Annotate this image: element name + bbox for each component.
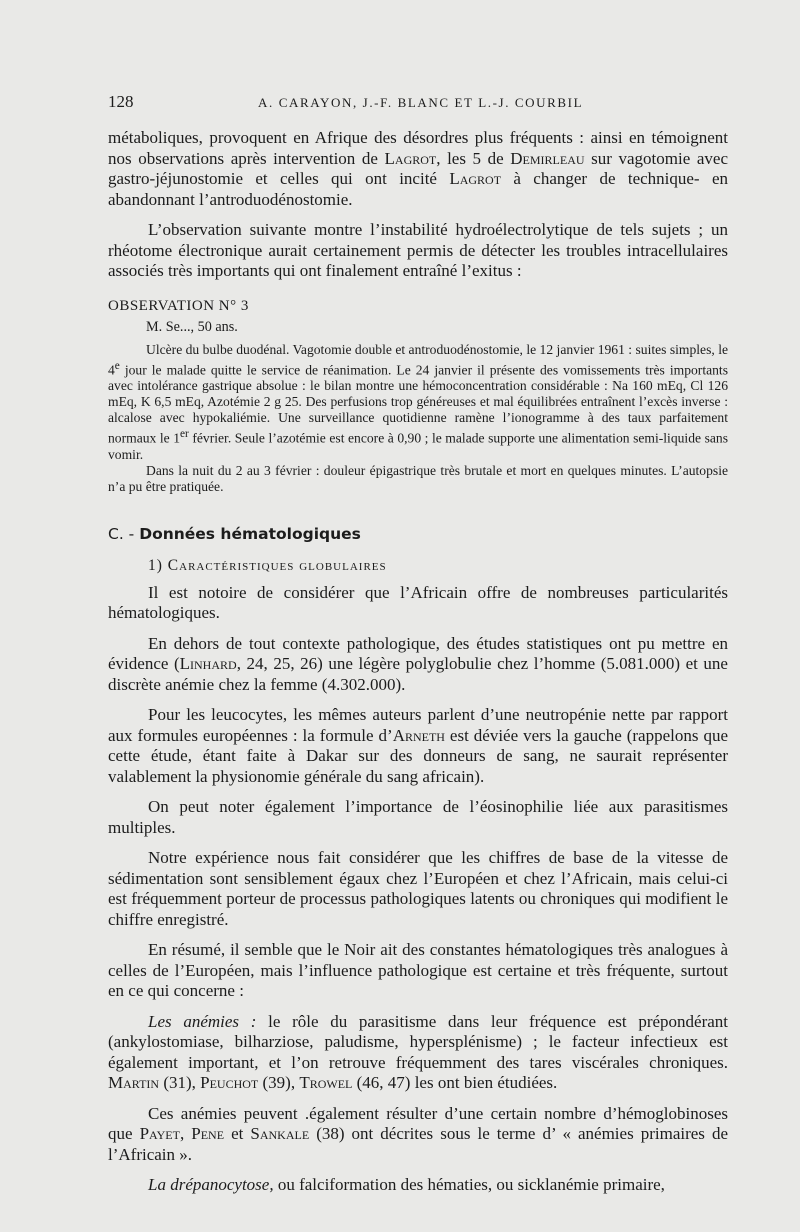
paragraph-particularities: Il est notoire de considérer que l’Africain offre de nombreuses particularités hématologiques. bbox=[108, 582, 728, 623]
author-name: Trowel bbox=[299, 1073, 353, 1093]
text-span: jour le malade quitte le service de réanimation. Le 24 janvier il présente des vomissements très importants avec intolérance gastrique absolue : le bilan montre une hémoconcentration considérable : Na 160 mEq, Cl 126 mEq, K 6,5 mEq, Azotémie 2 g 25. Des perfusions trop généreuses et mal équilibrées entraînent l’excès inverse : alcalose avec hypokaliémie. Une surveillance quotidienne ramène l’ionogramme à des taux parfaitement normaux le 1 bbox=[108, 362, 728, 446]
superscript: e bbox=[114, 359, 120, 372]
text-span: (31), bbox=[159, 1073, 201, 1093]
text-span: ou falciformation des hématies, ou sicklanémie primaire, bbox=[273, 1175, 665, 1195]
author-name: Lagrot bbox=[449, 169, 502, 188]
paragraph-observation-intro: L’observation suivante montre l’instabilité hydroélectrolytique de tels sujets ; un rhéotome électronique aurait certainement permis de détecter les troubles intracellulaires associés très importants qui ont finalement entraîné l’exitus : bbox=[108, 220, 728, 280]
running-head: A. CARAYON, J.-F. BLANC ET L.-J. COURBIL bbox=[258, 95, 584, 110]
body-text bbox=[108, 128, 728, 1196]
text-span: , bbox=[179, 1124, 192, 1144]
text-span: et bbox=[224, 1124, 251, 1144]
observation-title: OBSERVATION N° 3 bbox=[108, 297, 249, 314]
author-name: Pene bbox=[191, 1124, 225, 1144]
section-title: Données hématologiques bbox=[139, 524, 361, 543]
text-span: Ces anémies peuvent .également résulter d’une certain nombre d’hémoglobinoses que bbox=[108, 1103, 728, 1144]
paragraph-anemias bbox=[108, 1012, 728, 1094]
text-span: métaboliques, provoquent en Afrique des désordres plus fréquents : ainsi en témoignent nos observations après intervention de bbox=[108, 128, 728, 168]
paragraph-metabolic bbox=[108, 128, 728, 210]
author-name: Martin bbox=[108, 1073, 160, 1093]
page-header bbox=[108, 92, 728, 114]
author-name: Lagrot bbox=[384, 148, 437, 168]
superscript: er bbox=[180, 428, 189, 441]
section-letter: C. - bbox=[108, 524, 140, 543]
page-number: 128 bbox=[108, 92, 134, 111]
text-span: à changer de technique- en abandonnant l’antroduodénostomie. bbox=[108, 169, 728, 209]
subsection-heading: 1) Caractéristiques globulaires bbox=[148, 556, 387, 574]
observation-outcome: Dans la nuit du 2 au 3 février : douleur épigastrique très brutale et mort en quelques minutes. L’autopsie n’a pu être pratiquée. bbox=[108, 462, 728, 494]
italic-term: La drépanocytose, bbox=[148, 1175, 274, 1195]
text-span: (39), bbox=[258, 1073, 300, 1093]
text-span: le rôle du parasitisme dans leur fréquence est prépondérant (ankylostomiase, bilharziose, paludisme, hypersplénisme) ; le facteur infectieux est également important, et l’on retrouve fréquemment des tares viscérales chroniques. bbox=[108, 1011, 728, 1072]
paragraph-drepanocytosis bbox=[108, 1175, 728, 1196]
italic-term: Les anémies : bbox=[148, 1011, 257, 1031]
paragraph-eosinophilia: On peut noter également l’importance de l’éosinophilie liée aux parasitismes multiples. bbox=[108, 797, 728, 837]
text-span: (46, 47) les ont bien étudiées. bbox=[352, 1073, 558, 1093]
author-name: Arneth bbox=[392, 725, 445, 745]
paragraph-leucocytes bbox=[108, 705, 728, 787]
paragraph-summary: En résumé, il semble que le Noir ait des constantes hématologiques très analogues à celles de l’Européen, mais l’influence pathologique est certaine et très fréquente, surtout en ce qui concerne : bbox=[108, 940, 728, 1001]
text-span: février. Seule l’azotémie est encore à 0,90 ; le malade supporte une alimentation semi-liquide sans vomir. bbox=[108, 430, 728, 462]
text-span: , les 5 de bbox=[436, 148, 511, 168]
text-span: , 24, 25, 26) une légère polyglobulie chez l’homme (5.081.000) et une discrète anémie chez la femme (4.302.000). bbox=[108, 654, 728, 694]
paragraph-sedimentation: Notre expérience nous fait considérer que les chiffres de base de la vitesse de sédimentation sont sensiblement égaux chez l’Européen et chez l’Africain, mais celui-ci est fréquemment porteur de processus pathologiques latents ou chroniques qui modifient le chiffre enregistré. bbox=[108, 848, 728, 929]
author-name: Demirleau bbox=[510, 148, 585, 168]
author-name: Peuchot bbox=[200, 1073, 259, 1093]
text-span: est déviée vers la gauche (rappelons que cette étude, étant faite à Dakar sur des donneurs de sang, ne saurait représenter valablement la physionomie générale du sang africain). bbox=[108, 725, 728, 786]
author-name: Linhard bbox=[179, 654, 237, 674]
observation-patient: M. Se..., 50 ans. bbox=[146, 318, 238, 335]
text-span: (38) ont décrites sous le terme d’ « anémies primaires de l’Africain ». bbox=[108, 1124, 729, 1164]
text-span: Pour les leucocytes, les mêmes auteurs parlent d’une neutropénie nette par rapport aux formules européennes : la formule d’ bbox=[108, 705, 728, 745]
paragraph-hemoglobinoses bbox=[108, 1104, 728, 1166]
paragraph-statistics bbox=[108, 634, 728, 696]
author-name: Sankale bbox=[250, 1124, 310, 1144]
text-span: Ulcère du bulbe duodénal. Vagotomie double et antroduodénostomie, le 12 janvier 1961 : suites simples, le 4 bbox=[108, 341, 728, 378]
section-heading bbox=[108, 523, 728, 545]
author-name: Payet bbox=[139, 1124, 180, 1144]
text-span: En dehors de tout contexte pathologique, des études statistiques ont pu mettre en évidence ( bbox=[108, 633, 728, 674]
text-span: sur vagotomie avec gastro-jéjunostomie et celles qui ont incité bbox=[108, 148, 728, 188]
observation-text bbox=[108, 342, 728, 463]
